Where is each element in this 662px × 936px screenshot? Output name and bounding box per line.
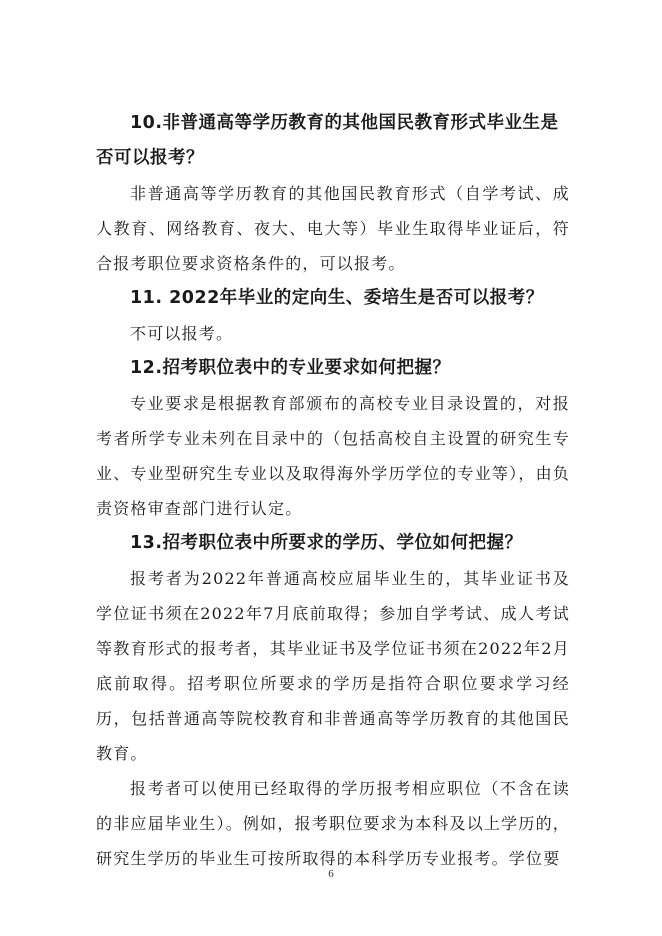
answer-paragraph: 报考者可以使用已经取得的学历报考相应职位（不含在读的非应届毕业生）。例如，报考职位要求为本科及以上学历的，研究生学历的毕业生可按所取得的本科学历专业报考。学位要 (96, 779, 570, 868)
document-body (96, 106, 570, 876)
answer-paragraph: 报考者为2022年普通高校应届毕业生的，其毕业证书及学位证书须在2022年7月底前取得；参加自学考试、成人考试等教育形式的报考者，其毕业证书及学位证书须在2022年2月底前取得。招考职位所要求的学历是指符合职位要求学习经历，包括普通高等院校教育和非普通高等学历教育的其他国民教育。 (96, 569, 570, 763)
question-heading: 13.招考职位表中所要求的学历、学位如何把握？ (130, 533, 523, 553)
question-heading: 12.招考职位表中的专业要求如何把握？ (130, 358, 451, 378)
section-q12 (96, 351, 570, 526)
answer-paragraph: 不可以报考。 (130, 324, 234, 343)
section-q11 (96, 281, 570, 351)
section-q10 (96, 106, 570, 281)
section-q13 (96, 526, 570, 876)
question-heading: 10.非普通高等学历教育的其他国民教育形式毕业生是否可以报考？ (96, 113, 559, 168)
question-heading: 11. 2022年毕业的定向生、委培生是否可以报考？ (130, 288, 544, 308)
answer-paragraph: 非普通高等学历教育的其他国民教育形式（自学考试、成人教育、网络教育、夜大、电大等）毕业生取得毕业证后，符合报考职位要求资格条件的，可以报考。 (96, 184, 570, 273)
answer-paragraph: 专业要求是根据教育部颁布的高校专业目录设置的，对报考者所学专业未列在目录中的（包括高校自主设置的研究生专业、专业型研究生专业以及取得海外学历学位的专业等），由负责资格审查部门进行认定。 (96, 394, 570, 518)
page-number: 6 (328, 868, 334, 880)
